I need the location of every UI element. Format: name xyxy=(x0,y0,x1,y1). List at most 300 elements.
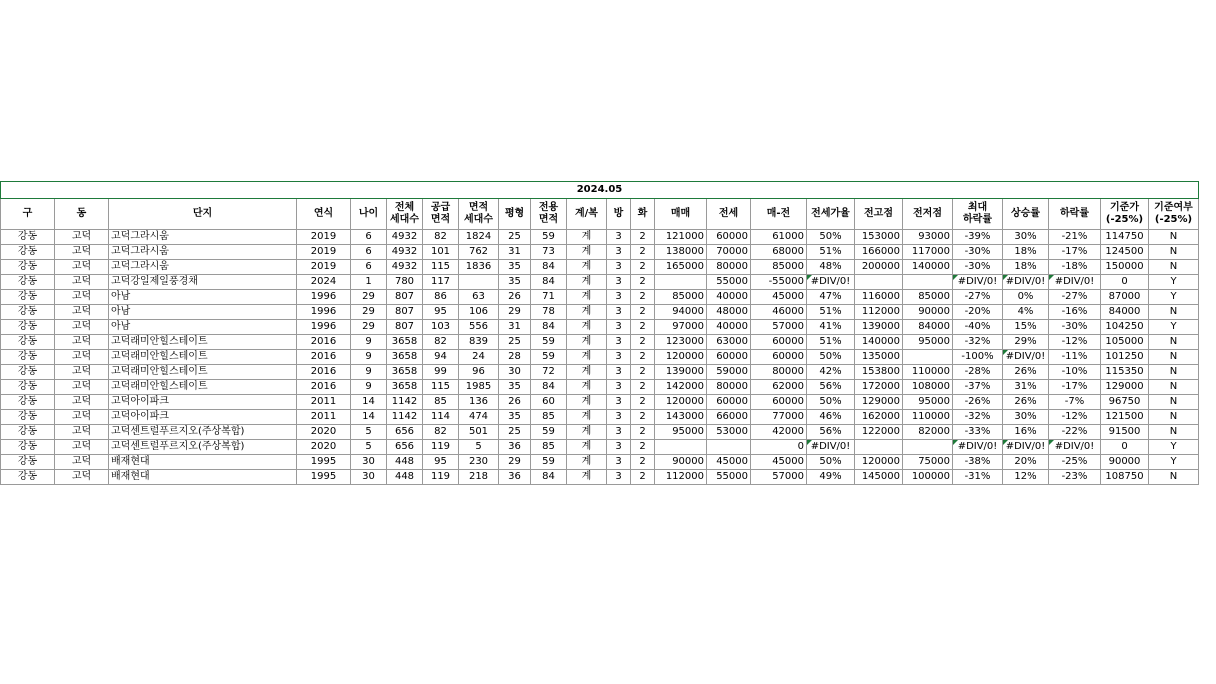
cell-trough[interactable]: 84000 xyxy=(903,320,953,335)
cell-max-drop[interactable]: -39% xyxy=(953,230,1003,245)
cell-rise-rate[interactable]: 26% xyxy=(1003,365,1049,380)
cell-jeonse[interactable]: 70000 xyxy=(707,245,751,260)
cell-sale-price[interactable]: 123000 xyxy=(655,335,707,350)
cell-age[interactable]: 1 xyxy=(351,275,387,290)
cell-base-flag[interactable]: N xyxy=(1149,425,1199,440)
cell-complex[interactable]: 고덕래미안힐스테이트 xyxy=(109,380,297,395)
cell-sale-price[interactable] xyxy=(655,440,707,455)
cell-jeonse[interactable]: 45000 xyxy=(707,455,751,470)
header-dong[interactable]: 동 xyxy=(55,199,109,230)
cell-area-households[interactable] xyxy=(459,275,499,290)
cell-complex[interactable]: 고덕강일제일풍경채 xyxy=(109,275,297,290)
cell-area-households[interactable]: 501 xyxy=(459,425,499,440)
cell-gu[interactable]: 강동 xyxy=(1,260,55,275)
cell-type[interactable]: 계 xyxy=(567,425,607,440)
cell-year[interactable]: 2024 xyxy=(297,275,351,290)
cell-baths[interactable]: 2 xyxy=(631,410,655,425)
cell-year[interactable]: 2016 xyxy=(297,350,351,365)
cell-exclusive-area[interactable]: 59 xyxy=(531,350,567,365)
cell-type[interactable]: 계 xyxy=(567,320,607,335)
cell-supply-area[interactable]: 95 xyxy=(423,305,459,320)
cell-complex[interactable]: 고덕그라시움 xyxy=(109,230,297,245)
cell-sale-minus-jeonse[interactable]: -55000 xyxy=(751,275,807,290)
cell-peak[interactable]: 172000 xyxy=(855,380,903,395)
cell-complex[interactable]: 고덕센트럴푸르지오(주상복합) xyxy=(109,425,297,440)
cell-drop-rate[interactable]: #DIV/0! xyxy=(1049,440,1101,455)
cell-sale-minus-jeonse[interactable]: 45000 xyxy=(751,290,807,305)
cell-baths[interactable]: 2 xyxy=(631,335,655,350)
cell-exclusive-area[interactable]: 85 xyxy=(531,410,567,425)
cell-households[interactable]: 807 xyxy=(387,320,423,335)
cell-sale-minus-jeonse[interactable]: 60000 xyxy=(751,335,807,350)
cell-peak[interactable]: 162000 xyxy=(855,410,903,425)
cell-base-price[interactable]: 150000 xyxy=(1101,260,1149,275)
cell-peak[interactable]: 135000 xyxy=(855,350,903,365)
cell-year[interactable]: 1996 xyxy=(297,290,351,305)
cell-base-price[interactable]: 91500 xyxy=(1101,425,1149,440)
cell-baths[interactable]: 2 xyxy=(631,350,655,365)
cell-peak[interactable]: 145000 xyxy=(855,470,903,485)
cell-rise-rate[interactable]: 26% xyxy=(1003,395,1049,410)
cell-rise-rate[interactable]: 12% xyxy=(1003,470,1049,485)
cell-pyeong[interactable]: 25 xyxy=(499,425,531,440)
cell-age[interactable]: 14 xyxy=(351,395,387,410)
cell-type[interactable]: 계 xyxy=(567,365,607,380)
cell-base-price[interactable]: 124500 xyxy=(1101,245,1149,260)
header-jeonse-ratio[interactable]: 전세가율 xyxy=(807,199,855,230)
cell-base-flag[interactable]: Y xyxy=(1149,290,1199,305)
cell-supply-area[interactable]: 115 xyxy=(423,260,459,275)
cell-gu[interactable]: 강동 xyxy=(1,380,55,395)
cell-households[interactable]: 807 xyxy=(387,290,423,305)
cell-max-drop[interactable]: -38% xyxy=(953,455,1003,470)
cell-drop-rate[interactable]: -17% xyxy=(1049,380,1101,395)
cell-type[interactable]: 계 xyxy=(567,290,607,305)
cell-max-drop[interactable]: -28% xyxy=(953,365,1003,380)
cell-peak[interactable]: 129000 xyxy=(855,395,903,410)
cell-dong[interactable]: 고덕 xyxy=(55,275,109,290)
cell-sale-price[interactable]: 139000 xyxy=(655,365,707,380)
cell-rise-rate[interactable]: 16% xyxy=(1003,425,1049,440)
cell-sale-price[interactable]: 85000 xyxy=(655,290,707,305)
cell-area-households[interactable]: 1836 xyxy=(459,260,499,275)
cell-sale-minus-jeonse[interactable]: 57000 xyxy=(751,470,807,485)
cell-base-flag[interactable]: N xyxy=(1149,470,1199,485)
cell-rooms[interactable]: 3 xyxy=(607,410,631,425)
cell-exclusive-area[interactable]: 71 xyxy=(531,290,567,305)
cell-sale-price[interactable]: 165000 xyxy=(655,260,707,275)
cell-jeonse-ratio[interactable]: #DIV/0! xyxy=(807,440,855,455)
cell-pyeong[interactable]: 31 xyxy=(499,245,531,260)
cell-area-households[interactable]: 63 xyxy=(459,290,499,305)
cell-sale-price[interactable]: 94000 xyxy=(655,305,707,320)
cell-peak[interactable]: 153800 xyxy=(855,365,903,380)
cell-age[interactable]: 29 xyxy=(351,305,387,320)
cell-dong[interactable]: 고덕 xyxy=(55,455,109,470)
cell-households[interactable]: 448 xyxy=(387,470,423,485)
cell-pyeong[interactable]: 25 xyxy=(499,335,531,350)
cell-jeonse-ratio[interactable]: 41% xyxy=(807,320,855,335)
cell-households[interactable]: 4932 xyxy=(387,230,423,245)
cell-sale-minus-jeonse[interactable]: 0 xyxy=(751,440,807,455)
cell-base-price[interactable]: 101250 xyxy=(1101,350,1149,365)
cell-peak[interactable] xyxy=(855,275,903,290)
cell-exclusive-area[interactable]: 59 xyxy=(531,335,567,350)
cell-exclusive-area[interactable]: 78 xyxy=(531,305,567,320)
cell-trough[interactable] xyxy=(903,440,953,455)
header-peak[interactable]: 전고점 xyxy=(855,199,903,230)
cell-dong[interactable]: 고덕 xyxy=(55,260,109,275)
cell-rise-rate[interactable]: 18% xyxy=(1003,245,1049,260)
cell-year[interactable]: 1996 xyxy=(297,320,351,335)
cell-baths[interactable]: 2 xyxy=(631,470,655,485)
cell-baths[interactable]: 2 xyxy=(631,260,655,275)
cell-dong[interactable]: 고덕 xyxy=(55,350,109,365)
cell-households[interactable]: 656 xyxy=(387,425,423,440)
cell-base-price[interactable]: 114750 xyxy=(1101,230,1149,245)
cell-supply-area[interactable]: 103 xyxy=(423,320,459,335)
cell-jeonse[interactable]: 55000 xyxy=(707,470,751,485)
cell-jeonse[interactable]: 55000 xyxy=(707,275,751,290)
cell-sale-minus-jeonse[interactable]: 85000 xyxy=(751,260,807,275)
cell-peak[interactable]: 116000 xyxy=(855,290,903,305)
cell-trough[interactable]: 100000 xyxy=(903,470,953,485)
header-households[interactable]: 전체 세대수 xyxy=(387,199,423,230)
cell-age[interactable]: 29 xyxy=(351,320,387,335)
cell-rise-rate[interactable]: 20% xyxy=(1003,455,1049,470)
cell-sale-minus-jeonse[interactable]: 62000 xyxy=(751,380,807,395)
cell-peak[interactable]: 122000 xyxy=(855,425,903,440)
cell-rooms[interactable]: 3 xyxy=(607,245,631,260)
cell-area-households[interactable]: 230 xyxy=(459,455,499,470)
cell-trough[interactable]: 75000 xyxy=(903,455,953,470)
cell-baths[interactable]: 2 xyxy=(631,275,655,290)
cell-rise-rate[interactable]: #DIV/0! xyxy=(1003,275,1049,290)
cell-pyeong[interactable]: 36 xyxy=(499,470,531,485)
cell-jeonse-ratio[interactable]: 51% xyxy=(807,335,855,350)
cell-type[interactable]: 계 xyxy=(567,455,607,470)
cell-age[interactable]: 5 xyxy=(351,440,387,455)
header-year[interactable]: 연식 xyxy=(297,199,351,230)
cell-complex[interactable]: 고덕그라시움 xyxy=(109,260,297,275)
cell-supply-area[interactable]: 114 xyxy=(423,410,459,425)
cell-gu[interactable]: 강동 xyxy=(1,425,55,440)
cell-jeonse[interactable] xyxy=(707,440,751,455)
cell-type[interactable]: 계 xyxy=(567,440,607,455)
cell-households[interactable]: 3658 xyxy=(387,335,423,350)
cell-rooms[interactable]: 3 xyxy=(607,455,631,470)
cell-sale-price[interactable]: 143000 xyxy=(655,410,707,425)
cell-area-households[interactable]: 106 xyxy=(459,305,499,320)
cell-trough[interactable]: 95000 xyxy=(903,335,953,350)
cell-max-drop[interactable]: -26% xyxy=(953,395,1003,410)
cell-year[interactable]: 2016 xyxy=(297,380,351,395)
cell-area-households[interactable]: 1985 xyxy=(459,380,499,395)
cell-trough[interactable]: 90000 xyxy=(903,305,953,320)
cell-rooms[interactable]: 3 xyxy=(607,425,631,440)
cell-baths[interactable]: 2 xyxy=(631,290,655,305)
cell-rooms[interactable]: 3 xyxy=(607,350,631,365)
cell-exclusive-area[interactable]: 59 xyxy=(531,455,567,470)
cell-year[interactable]: 2019 xyxy=(297,245,351,260)
cell-year[interactable]: 2011 xyxy=(297,410,351,425)
cell-complex[interactable]: 아남 xyxy=(109,305,297,320)
cell-rise-rate[interactable]: 18% xyxy=(1003,260,1049,275)
cell-trough[interactable]: 82000 xyxy=(903,425,953,440)
cell-age[interactable]: 30 xyxy=(351,470,387,485)
cell-pyeong[interactable]: 28 xyxy=(499,350,531,365)
cell-jeonse[interactable]: 60000 xyxy=(707,350,751,365)
cell-peak[interactable] xyxy=(855,440,903,455)
cell-dong[interactable]: 고덕 xyxy=(55,410,109,425)
cell-baths[interactable]: 2 xyxy=(631,365,655,380)
cell-gu[interactable]: 강동 xyxy=(1,290,55,305)
cell-gu[interactable]: 강동 xyxy=(1,470,55,485)
cell-trough[interactable] xyxy=(903,275,953,290)
cell-gu[interactable]: 강동 xyxy=(1,245,55,260)
cell-households[interactable]: 1142 xyxy=(387,395,423,410)
cell-base-flag[interactable]: N xyxy=(1149,410,1199,425)
cell-households[interactable]: 656 xyxy=(387,440,423,455)
cell-drop-rate[interactable]: -23% xyxy=(1049,470,1101,485)
cell-pyeong[interactable]: 25 xyxy=(499,230,531,245)
cell-pyeong[interactable]: 35 xyxy=(499,380,531,395)
cell-rooms[interactable]: 3 xyxy=(607,290,631,305)
cell-gu[interactable]: 강동 xyxy=(1,320,55,335)
cell-sale-price[interactable]: 95000 xyxy=(655,425,707,440)
cell-dong[interactable]: 고덕 xyxy=(55,425,109,440)
cell-type[interactable]: 계 xyxy=(567,395,607,410)
cell-rise-rate[interactable]: 0% xyxy=(1003,290,1049,305)
cell-age[interactable]: 6 xyxy=(351,230,387,245)
cell-supply-area[interactable]: 82 xyxy=(423,425,459,440)
cell-sale-minus-jeonse[interactable]: 46000 xyxy=(751,305,807,320)
cell-year[interactable]: 2020 xyxy=(297,425,351,440)
cell-rooms[interactable]: 3 xyxy=(607,395,631,410)
cell-jeonse-ratio[interactable]: 50% xyxy=(807,350,855,365)
cell-dong[interactable]: 고덕 xyxy=(55,305,109,320)
cell-dong[interactable]: 고덕 xyxy=(55,230,109,245)
header-jeonse[interactable]: 전세 xyxy=(707,199,751,230)
header-type[interactable]: 계/복 xyxy=(567,199,607,230)
cell-base-flag[interactable]: N xyxy=(1149,365,1199,380)
cell-drop-rate[interactable]: -21% xyxy=(1049,230,1101,245)
header-drop-rate[interactable]: 하락률 xyxy=(1049,199,1101,230)
cell-type[interactable]: 계 xyxy=(567,260,607,275)
cell-gu[interactable]: 강동 xyxy=(1,335,55,350)
cell-jeonse-ratio[interactable]: 42% xyxy=(807,365,855,380)
cell-jeonse[interactable]: 59000 xyxy=(707,365,751,380)
cell-baths[interactable]: 2 xyxy=(631,305,655,320)
cell-base-price[interactable]: 115350 xyxy=(1101,365,1149,380)
cell-sale-minus-jeonse[interactable]: 42000 xyxy=(751,425,807,440)
cell-jeonse[interactable]: 53000 xyxy=(707,425,751,440)
cell-dong[interactable]: 고덕 xyxy=(55,380,109,395)
cell-base-price[interactable]: 129000 xyxy=(1101,380,1149,395)
header-trough[interactable]: 전저점 xyxy=(903,199,953,230)
cell-jeonse-ratio[interactable]: #DIV/0! xyxy=(807,275,855,290)
cell-exclusive-area[interactable]: 84 xyxy=(531,380,567,395)
cell-max-drop[interactable]: -100% xyxy=(953,350,1003,365)
cell-exclusive-area[interactable]: 72 xyxy=(531,365,567,380)
cell-baths[interactable]: 2 xyxy=(631,425,655,440)
cell-households[interactable]: 3658 xyxy=(387,365,423,380)
cell-supply-area[interactable]: 86 xyxy=(423,290,459,305)
cell-sale-minus-jeonse[interactable]: 68000 xyxy=(751,245,807,260)
cell-year[interactable]: 2019 xyxy=(297,260,351,275)
cell-type[interactable]: 계 xyxy=(567,335,607,350)
cell-households[interactable]: 4932 xyxy=(387,260,423,275)
cell-baths[interactable]: 2 xyxy=(631,230,655,245)
cell-jeonse-ratio[interactable]: 56% xyxy=(807,425,855,440)
cell-drop-rate[interactable]: -16% xyxy=(1049,305,1101,320)
cell-age[interactable]: 6 xyxy=(351,260,387,275)
cell-age[interactable]: 9 xyxy=(351,380,387,395)
cell-exclusive-area[interactable]: 84 xyxy=(531,275,567,290)
cell-jeonse[interactable]: 66000 xyxy=(707,410,751,425)
cell-max-drop[interactable]: #DIV/0! xyxy=(953,440,1003,455)
header-sale-price[interactable]: 매매 xyxy=(655,199,707,230)
cell-supply-area[interactable]: 119 xyxy=(423,470,459,485)
cell-gu[interactable]: 강동 xyxy=(1,455,55,470)
cell-area-households[interactable]: 556 xyxy=(459,320,499,335)
cell-peak[interactable]: 153000 xyxy=(855,230,903,245)
cell-supply-area[interactable]: 82 xyxy=(423,335,459,350)
cell-baths[interactable]: 2 xyxy=(631,440,655,455)
cell-jeonse-ratio[interactable]: 51% xyxy=(807,305,855,320)
cell-age[interactable]: 29 xyxy=(351,290,387,305)
cell-complex[interactable]: 고덕그라시움 xyxy=(109,245,297,260)
cell-peak[interactable]: 200000 xyxy=(855,260,903,275)
cell-age[interactable]: 9 xyxy=(351,365,387,380)
cell-base-flag[interactable]: N xyxy=(1149,245,1199,260)
cell-dong[interactable]: 고덕 xyxy=(55,335,109,350)
cell-baths[interactable]: 2 xyxy=(631,455,655,470)
cell-jeonse-ratio[interactable]: 50% xyxy=(807,230,855,245)
cell-supply-area[interactable]: 99 xyxy=(423,365,459,380)
cell-max-drop[interactable]: -30% xyxy=(953,245,1003,260)
cell-dong[interactable]: 고덕 xyxy=(55,440,109,455)
cell-area-households[interactable]: 136 xyxy=(459,395,499,410)
cell-supply-area[interactable]: 95 xyxy=(423,455,459,470)
cell-area-households[interactable]: 1824 xyxy=(459,230,499,245)
cell-households[interactable]: 780 xyxy=(387,275,423,290)
cell-households[interactable]: 1142 xyxy=(387,410,423,425)
cell-drop-rate[interactable]: -10% xyxy=(1049,365,1101,380)
cell-gu[interactable]: 강동 xyxy=(1,410,55,425)
cell-rise-rate[interactable]: 4% xyxy=(1003,305,1049,320)
cell-households[interactable]: 807 xyxy=(387,305,423,320)
cell-age[interactable]: 30 xyxy=(351,455,387,470)
cell-jeonse-ratio[interactable]: 49% xyxy=(807,470,855,485)
cell-year[interactable]: 1995 xyxy=(297,455,351,470)
cell-gu[interactable]: 강동 xyxy=(1,365,55,380)
header-baths[interactable]: 화 xyxy=(631,199,655,230)
cell-sale-price[interactable]: 90000 xyxy=(655,455,707,470)
cell-complex[interactable]: 고덕아이파크 xyxy=(109,410,297,425)
cell-max-drop[interactable]: -32% xyxy=(953,335,1003,350)
cell-trough[interactable]: 93000 xyxy=(903,230,953,245)
cell-trough[interactable]: 110000 xyxy=(903,410,953,425)
cell-rooms[interactable]: 3 xyxy=(607,275,631,290)
cell-base-price[interactable]: 87000 xyxy=(1101,290,1149,305)
header-rise-rate[interactable]: 상승률 xyxy=(1003,199,1049,230)
cell-age[interactable]: 6 xyxy=(351,245,387,260)
cell-area-households[interactable]: 24 xyxy=(459,350,499,365)
cell-max-drop[interactable]: -33% xyxy=(953,425,1003,440)
cell-max-drop[interactable]: -32% xyxy=(953,410,1003,425)
cell-base-flag[interactable]: Y xyxy=(1149,275,1199,290)
cell-supply-area[interactable]: 117 xyxy=(423,275,459,290)
cell-base-flag[interactable]: Y xyxy=(1149,320,1199,335)
cell-base-price[interactable]: 121500 xyxy=(1101,410,1149,425)
cell-pyeong[interactable]: 35 xyxy=(499,260,531,275)
cell-rise-rate[interactable]: 29% xyxy=(1003,335,1049,350)
cell-pyeong[interactable]: 35 xyxy=(499,275,531,290)
cell-sale-minus-jeonse[interactable]: 57000 xyxy=(751,320,807,335)
cell-exclusive-area[interactable]: 85 xyxy=(531,440,567,455)
cell-baths[interactable]: 2 xyxy=(631,395,655,410)
cell-dong[interactable]: 고덕 xyxy=(55,290,109,305)
cell-peak[interactable]: 112000 xyxy=(855,305,903,320)
cell-households[interactable]: 4932 xyxy=(387,245,423,260)
cell-type[interactable]: 계 xyxy=(567,245,607,260)
cell-peak[interactable]: 139000 xyxy=(855,320,903,335)
cell-jeonse-ratio[interactable]: 50% xyxy=(807,455,855,470)
cell-exclusive-area[interactable]: 84 xyxy=(531,260,567,275)
cell-type[interactable]: 계 xyxy=(567,350,607,365)
cell-base-price[interactable]: 108750 xyxy=(1101,470,1149,485)
cell-area-households[interactable]: 96 xyxy=(459,365,499,380)
header-sale-minus-jeonse[interactable]: 매-전 xyxy=(751,199,807,230)
cell-sale-price[interactable]: 142000 xyxy=(655,380,707,395)
header-age[interactable]: 나이 xyxy=(351,199,387,230)
cell-type[interactable]: 계 xyxy=(567,275,607,290)
cell-trough[interactable]: 95000 xyxy=(903,395,953,410)
cell-base-flag[interactable]: N xyxy=(1149,350,1199,365)
cell-exclusive-area[interactable]: 84 xyxy=(531,470,567,485)
cell-drop-rate[interactable]: -30% xyxy=(1049,320,1101,335)
cell-type[interactable]: 계 xyxy=(567,470,607,485)
cell-dong[interactable]: 고덕 xyxy=(55,365,109,380)
cell-base-flag[interactable]: N xyxy=(1149,395,1199,410)
cell-rooms[interactable]: 3 xyxy=(607,305,631,320)
cell-base-flag[interactable]: N xyxy=(1149,260,1199,275)
cell-base-flag[interactable]: Y xyxy=(1149,440,1199,455)
cell-exclusive-area[interactable]: 60 xyxy=(531,395,567,410)
cell-base-flag[interactable]: Y xyxy=(1149,455,1199,470)
cell-peak[interactable]: 166000 xyxy=(855,245,903,260)
cell-drop-rate[interactable]: -27% xyxy=(1049,290,1101,305)
cell-pyeong[interactable]: 30 xyxy=(499,365,531,380)
cell-type[interactable]: 계 xyxy=(567,410,607,425)
cell-jeonse[interactable]: 80000 xyxy=(707,380,751,395)
cell-jeonse-ratio[interactable]: 50% xyxy=(807,395,855,410)
cell-rise-rate[interactable]: 15% xyxy=(1003,320,1049,335)
cell-gu[interactable]: 강동 xyxy=(1,230,55,245)
cell-sale-price[interactable]: 97000 xyxy=(655,320,707,335)
cell-drop-rate[interactable]: #DIV/0! xyxy=(1049,275,1101,290)
cell-age[interactable]: 14 xyxy=(351,410,387,425)
cell-gu[interactable]: 강동 xyxy=(1,305,55,320)
cell-rooms[interactable]: 3 xyxy=(607,320,631,335)
header-area-households[interactable]: 면적 세대수 xyxy=(459,199,499,230)
cell-max-drop[interactable]: -30% xyxy=(953,260,1003,275)
cell-complex[interactable]: 아남 xyxy=(109,290,297,305)
cell-max-drop[interactable]: #DIV/0! xyxy=(953,275,1003,290)
cell-base-price[interactable]: 104250 xyxy=(1101,320,1149,335)
cell-year[interactable]: 2020 xyxy=(297,440,351,455)
